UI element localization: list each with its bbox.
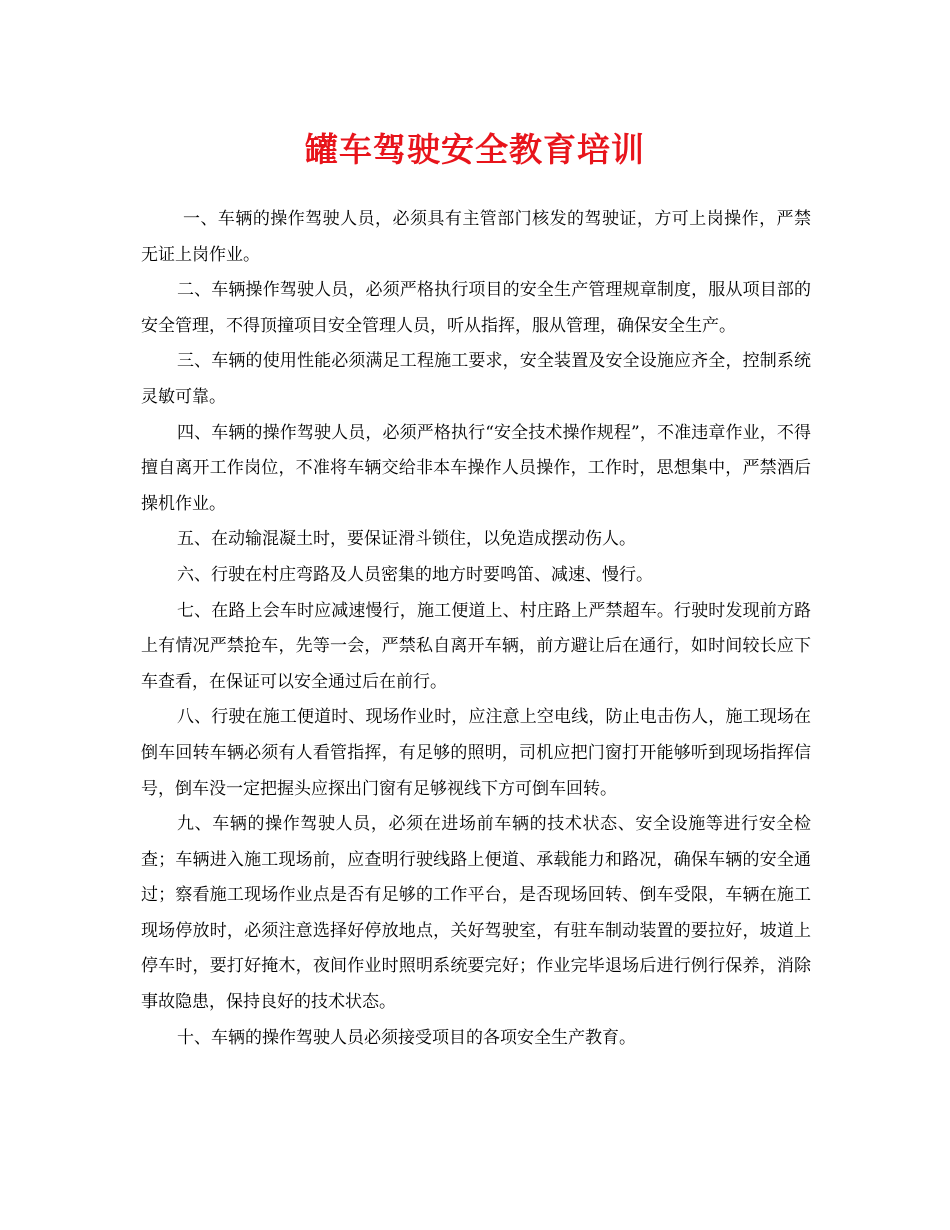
paragraph-6: 六、行驶在村庄弯路及人员密集的地方时要鸣笛、减速、慢行。 bbox=[177, 564, 653, 585]
paragraph-2: 二、车辆操作驾驶人员，必须严格执行项目的安全生产管理规章制度，服从项目部的安全管理，不得顶撞项目安全管理人员，听从指挥，服从管理，确保安全生产。 bbox=[141, 280, 811, 336]
paragraph-8: 八、行驶在施工便道时、现场作业时，应注意上空电线，防止电击伤人，施工现场在倒车回转车辆必须有人看管指挥，有足够的照明，司机应把门窗打开能够听到现场指挥信号，倒车没一定把握头应探出门窗有足够视线下方可倒车回转。 bbox=[141, 707, 811, 799]
paragraph-5: 五、在动输混凝土时，要保证滑斗锁住，以免造成摆动伤人。 bbox=[177, 529, 636, 550]
document-title: 罐车驾驶安全教育培训 bbox=[305, 130, 645, 169]
paragraph-1: 一、车辆的操作驾驶人员，必须具有主管部门核发的驾驶证，方可上岗操作，严禁无证上岗作业。 bbox=[141, 209, 811, 265]
paragraph-7: 七、在路上会车时应减速慢行，施工便道上、村庄路上严禁超车。行驶时发现前方路上有情况严禁抢车，先等一会，严禁私自离开车辆，前方避让后在通行，如时间较长应下车查看，在保证可以安全通过后在前行。 bbox=[141, 600, 811, 692]
paragraph-9: 九、车辆的操作驾驶人员，必须在进场前车辆的技术状态、安全设施等进行安全检查；车辆进入施工现场前，应查明行驶线路上便道、承载能力和路况，确保车辆的安全通过；察看施工现场作业点是否有足够的工作平台，是否现场回转、倒车受限，车辆在施工现场停放时，必须注意选择好停放地点，关好驾驶室，有驻车制动装置的要拉好，坡道上停车时，要打好掩木，夜间作业时照明系统要完好；作业完毕退场后进行例行保养，消除事故隐患，保持良好的技术状态。 bbox=[141, 814, 811, 1013]
paragraph-4: 四、车辆的操作驾驶人员，必须严格执行“安全技术操作规程”，不准违章作业，不得擅自离开工作岗位，不准将车辆交给非本车操作人员操作，工作时，思想集中，严禁酒后操机作业。 bbox=[141, 422, 811, 514]
paragraph-10: 十、车辆的操作驾驶人员必须接受项目的各项安全生产教育。 bbox=[177, 1027, 636, 1048]
document-body bbox=[141, 202, 811, 1056]
paragraph-3: 三、车辆的使用性能必须满足工程施工要求，安全装置及安全设施应齐全，控制系统灵敏可靠。 bbox=[141, 351, 811, 407]
